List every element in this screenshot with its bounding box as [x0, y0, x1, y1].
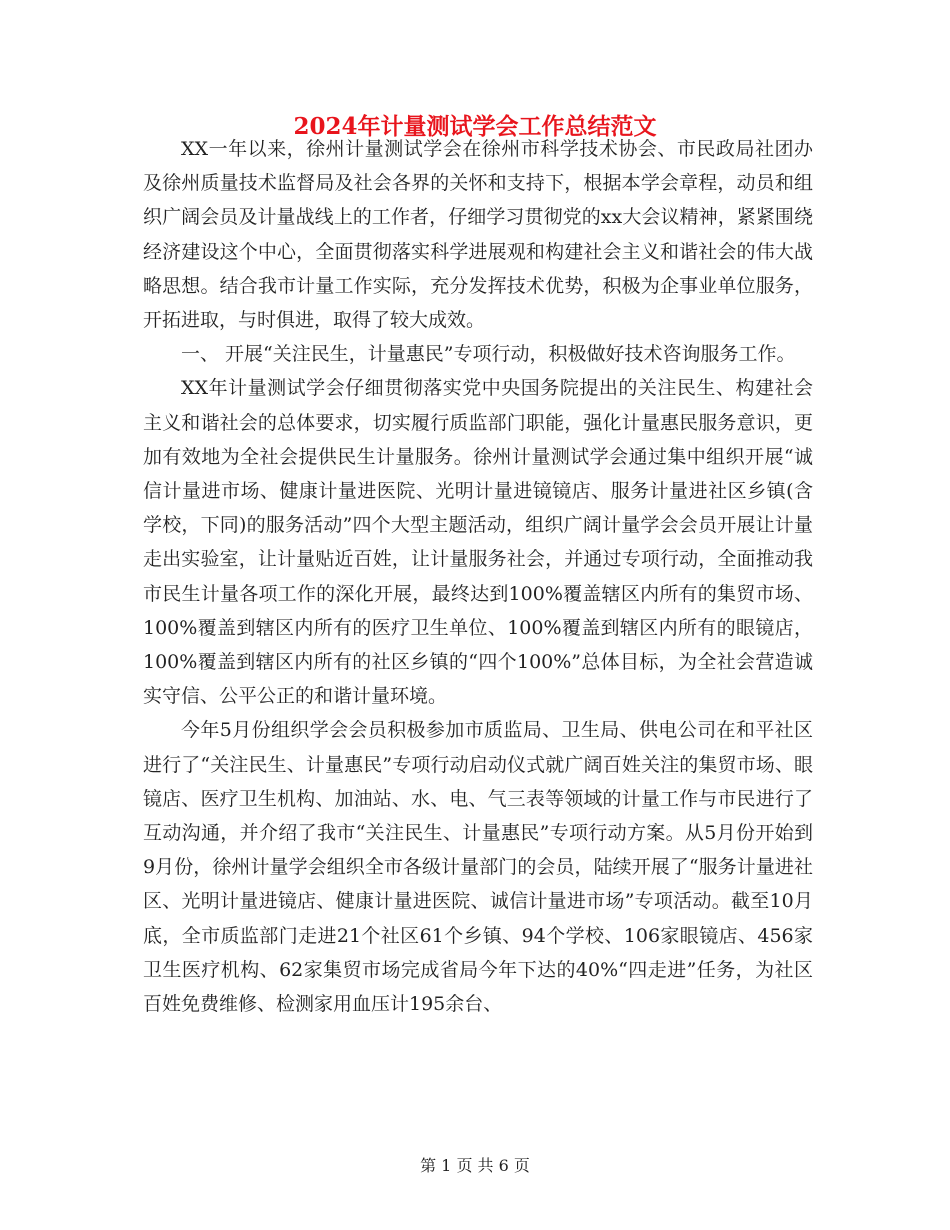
paragraph-intro: XX一年以来，徐州计量测试学会在徐州市科学技术协会、市民政局社团办及徐州质量技术监督局及社会各界的关怀和支持下，根据本学会章程，动员和组织广阔会员及计量战线上的工作者，仔细学习贯彻党的xx大会议精神，紧紧围绕经济建设这个中心，全面贯彻落实科学进展观和构建社会主义和谐社会的伟大战略思想。结合我市计量工作实际，充分发挥技术优势，积极为企事业单位服务，开拓进取，与时俱进，取得了较大成效。: [143, 138, 813, 332]
page-number-footer: 第 1 页 共 6 页: [420, 1156, 530, 1175]
paragraph-service-actions: XX年计量测试学会仔细贯彻落实党中央国务院提出的关注民生、构建社会主义和谐社会的总体要求，切实履行质监部门职能，强化计量惠民服务意识，更加有效地为全社会提供民生计量服务。徐州计量测试学会通过集中组织开展“诚信计量进市场、健康计量进医院、光明计量进镜镜店、服务计量进社区乡镇(含学校，下同)的服务活动”四个大型主题活动，组织广阔计量学会会员开展让计量走出实验室，让计量贴近百姓，让计量服务社会，并通过专项行动，全面推动我市民生计量各项工作的深化开展，最终达到100%覆盖辖区内所有的集贸市场、100%覆盖到辖区内所有的医疗卫生单位、100%覆盖到辖区内所有的眼镜店，100%覆盖到辖区内所有的社区乡镇的“四个100%”总体目标，为全社会营造诚实守信、公平公正的和谐计量环境。: [143, 377, 813, 708]
paragraph-section-heading: 一、 开展“关注民生，计量惠民”专项行动，积极做好技术咨询服务工作。: [181, 343, 796, 366]
document-body: [143, 132, 813, 1021]
document-title: 2024年计量测试学会工作总结范文: [293, 113, 657, 140]
paragraph-may-activities: 今年5月份组织学会会员积极参加市质监局、卫生局、供电公司在和平社区进行了“关注民生、计量惠民”专项行动启动仪式就广阔百姓关注的集贸市场、眼镜店、医疗卫生机构、加油站、水、电、气三表等领域的计量工作与市民进行了互动沟通，并介绍了我市“关注民生、计量惠民”专项行动方案。从5月份开始到9月份，徐州计量学会组织全市各级计量部门的会员，陆续开展了“服务计量进社区、光明计量进镜店、健康计量进医院、诚信计量进市场”专项活动。截至10月底，全市质监部门走进21个社区61个乡镇、94个学校、106家眼镜店、456家卫生医疗机构、62家集贸市场完成省局今年下达的40%“四走进”任务，为社区百姓免费维修、检测家用血压计195余台、: [143, 719, 813, 1016]
